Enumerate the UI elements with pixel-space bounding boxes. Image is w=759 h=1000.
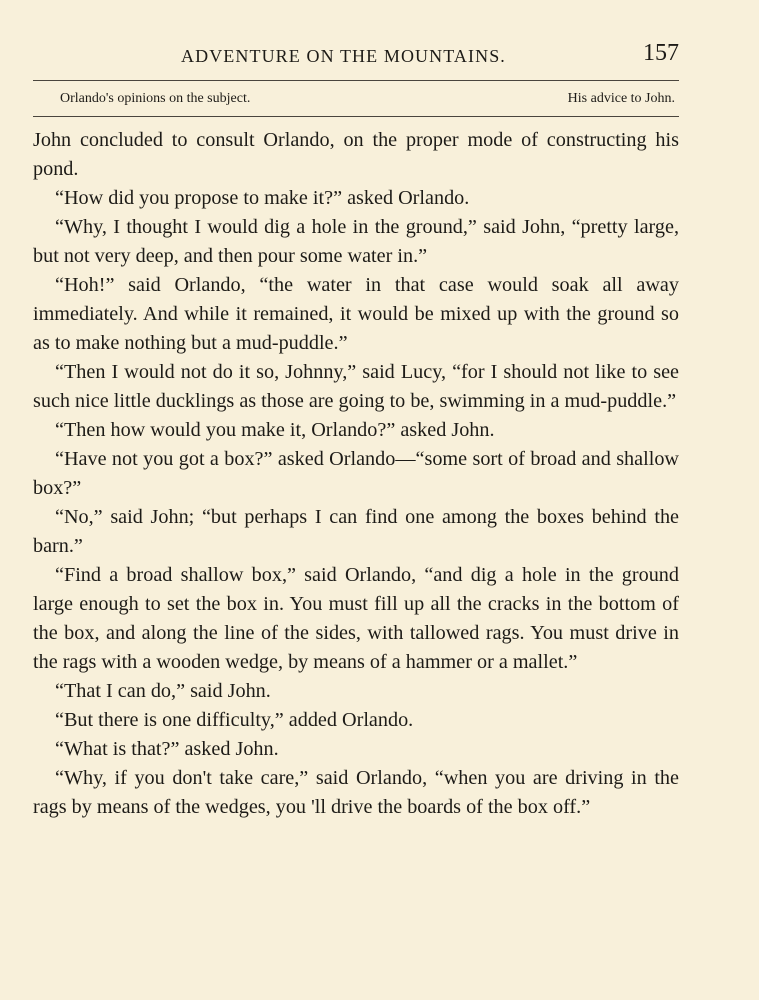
paragraph: “Hoh!” said Orlando, “the water in that case would soak all away immediately. And while it remained, it would be mixed up with the ground so as to make nothing but a mud-puddle.” <box>33 274 679 354</box>
header-rule-top <box>33 80 679 81</box>
paragraph: “How did you propose to make it?” asked Orlando. <box>55 187 470 209</box>
subhead-right: His advice to John. <box>567 91 675 106</box>
body-text <box>33 126 679 822</box>
page-number: 157 <box>643 40 679 66</box>
paragraph: “Why, if you don't take care,” said Orlando, “when you are driving in the rags by means of the wedges, you 'll drive the boards of the box off.” <box>33 767 679 818</box>
paragraph: “But there is one difficulty,” added Orlando. <box>55 709 414 731</box>
paragraph: “What is that?” asked John. <box>55 738 279 760</box>
paragraph: “Then how would you make it, Orlando?” asked John. <box>55 419 495 441</box>
paragraph: “Then I would not do it so, Johnny,” said Lucy, “for I should not like to see such nice little ducklings as those are going to be, swimming in a mud-puddle.” <box>33 361 679 412</box>
running-title: ADVENTURE ON THE MOUNTAINS. <box>181 46 506 66</box>
paragraph: “Why, I thought I would dig a hole in the ground,” said John, “pretty large, but not very deep, and then pour some water in.” <box>33 216 679 267</box>
header-rule-bottom <box>33 116 679 117</box>
paragraph: “Have not you got a box?” asked Orlando—“some sort of broad and shallow box?” <box>33 448 679 499</box>
paragraph: “That I can do,” said John. <box>55 680 271 702</box>
running-head <box>33 40 679 70</box>
paragraph: “No,” said John; “but perhaps I can find one among the boxes behind the barn.” <box>33 506 679 557</box>
paragraph: “Find a broad shallow box,” said Orlando, “and dig a hole in the ground large enough to set the box in. You must fill up all the cracks in the bottom of the box, and along the line of the sides, with tallowed rags. You must drive in the rags with a wooden wedge, by means of a hammer or a mallet.” <box>33 564 679 673</box>
subhead-left: Orlando's opinions on the subject. <box>60 91 251 106</box>
paragraph: John concluded to consult Orlando, on the proper mode of constructing his pond. <box>33 129 679 180</box>
